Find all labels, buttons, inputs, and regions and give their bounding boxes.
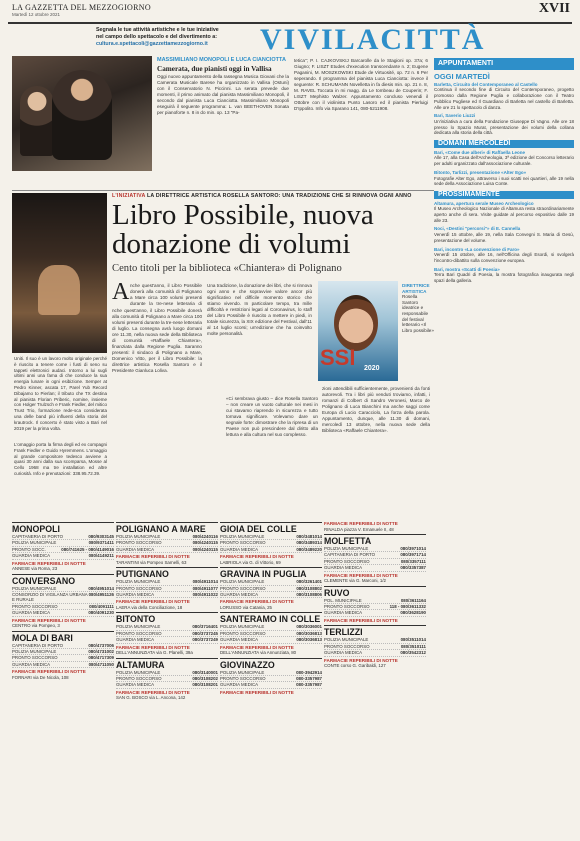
- event-title: Altamura, apertura serale Museo Archeologico: [434, 200, 534, 206]
- pharmacy-label: FARMACIE REPERIBILI DI NOTTE: [116, 644, 190, 650]
- event-entry: [434, 247, 574, 264]
- town-heading: RUVO: [324, 586, 426, 598]
- phone-number[interactable]: 080/3971714: [400, 552, 426, 558]
- town-heading: ALTAMURA: [116, 658, 218, 670]
- article-col-1: nche quest'anno, il Libro Possibile donerà alla comunità di Polignano a Mare circa 100 volumi presenti durante la tre-nese letteraria di luglio. La consegna avrà luogo domani ore 11.30, nella nuova sede della Biblioteca di comunità «Raffaele Chiantera», finanziata dalla Regione Puglia. Saranno presenti: il sindaco di Polignano a Mare, Domenico Vitto, per il Libro Possibile: la direttrice artistica Rosella Santoro e il Presidente Gianluca Loliva.: [112, 308, 202, 373]
- appuntamenti-header: APPUNTAMENTI: [434, 58, 574, 70]
- phone-row: [12, 553, 114, 559]
- phone-number[interactable]: 080/3108802: [296, 585, 322, 591]
- service-name: CAPITANERIA DI PORTO: [12, 534, 63, 539]
- phone-row: [116, 547, 218, 553]
- phone-number[interactable]: 080/4911022: [192, 592, 218, 598]
- town-heading: MOLA DI BARI: [12, 631, 114, 643]
- pharmacy-label: FARMACIE REPERIBILI DI NOTTE: [116, 689, 190, 695]
- pharmacy-column: [116, 520, 218, 701]
- tomorrow-heading: DOMANI MERCOLEDÌ: [434, 140, 574, 148]
- phone-number[interactable]: 080/4737006: [88, 642, 114, 648]
- town-heading: SANTERAMO IN COLLE: [220, 614, 321, 625]
- phone-number[interactable]: 080/3489220: [296, 546, 322, 552]
- phone-row: [116, 592, 218, 598]
- phone-number[interactable]: 080/4149211: [88, 553, 114, 559]
- pharmacy-listings: [12, 520, 430, 832]
- portrait-face-icon: [334, 295, 378, 351]
- phone-number[interactable]: 080/4711050: [88, 661, 114, 667]
- pharmacy-address: CONTE corso G. Garibaldi, 127: [324, 663, 386, 669]
- town-heading: BITONTO: [116, 612, 218, 624]
- service-name: PRONTO SOCCORSO: [220, 630, 266, 636]
- phone-number[interactable]: 080/3261401: [296, 579, 322, 585]
- phone-number[interactable]: 080/741625 - 080/4149016: [61, 546, 114, 552]
- service-name: PRONTO SOCCORSO: [116, 630, 162, 636]
- pharmacy-address: RINALDA piazza V. Emanuele II, 48: [324, 526, 394, 532]
- phone-number[interactable]: 080/3357387: [400, 565, 426, 571]
- phone-number[interactable]: 080/3510111: [400, 643, 426, 649]
- today-list: [434, 82, 574, 136]
- article-col-3: «Ci sembrava giusto – dice Rosella Santoro – non creare un vuoto culturale nei mesi in cui stavamo riaprendo in sicurezza e tutto tornava significare. Volevamo dare un segnale forte: dimostrare che la ripresa di un Paese non può prescindere dal diritto alla lettura e alla cultura nel suo complesso.: [226, 396, 318, 437]
- phone-number[interactable]: 080/3628190: [400, 610, 426, 616]
- phone-number[interactable]: 080/4240116: [192, 534, 218, 539]
- pharmacy-address: LABRIOLA via G. di Vittorio, 69: [220, 559, 281, 565]
- phone-row: [220, 682, 322, 688]
- pharmacy-address: SAN G. BOSCO via L. Ancona, 142: [116, 695, 186, 701]
- phone-number[interactable]: 080/3737249: [192, 637, 218, 643]
- phone-number[interactable]: 080/4951126: [88, 592, 114, 598]
- pharmacy-address: DELL'ANNUNZIATA via Annunziata, 80: [220, 650, 297, 656]
- event-entry: [434, 226, 574, 243]
- town-heading: MOLFETTA: [324, 534, 426, 546]
- top-story-title: Camerata, due pianisti oggi in Vallisa: [157, 65, 272, 73]
- issue-date: Martedì 12 ottobre 2021: [12, 12, 61, 17]
- pianist-figure-icon: [20, 86, 54, 156]
- service-name: CONSORZIO DI VIGILANZA URBANA E RURALE: [12, 592, 88, 603]
- event-body: Fotografie Alter Ego, attraverso i suoi scatti nei quartieri, alle 19 nella sede della Associazione Luisa Conte.: [434, 175, 574, 187]
- top-story-photo: [12, 56, 152, 171]
- event-body: Venerdì 15 ottobre, alle 19, nella Sala Convegni S. Maria di Gesù, presentazione del volume.: [434, 232, 574, 243]
- promo-line-2: nel campo dello spettacolo e del divertimento a:: [96, 34, 217, 40]
- event-title: Bari, «Come due alberi» di Raffaella Leone: [434, 149, 526, 155]
- event-logo: SSI: [320, 345, 356, 370]
- event-entry: [434, 201, 574, 224]
- phone-row: [324, 610, 426, 616]
- service-name: POLIZIA MUNICIPALE: [324, 637, 369, 643]
- side-article-continued: L'omaggio porta la firma degli ed ex compagni Frank Fiedler e Guido Hyremmens. L'omaggio al grande compositore tedesco avviene a quasi 30 anni dalla sua scomparsa, Mosse al Cello 1968 ma tre installation ed altre curiosità. Info e prenotazioni: 338.95.72.39.: [14, 442, 107, 476]
- phone-number[interactable]: 080/4717309: [88, 655, 114, 661]
- event-body: Alle 17, alla Casa dell'Archeologia, 3ª edizione del Concorso letterario per adulti organizzato dall'associazione culturale.: [434, 155, 574, 167]
- event-title: Noci, «Destini "percorsi"» di E. Cannella: [434, 226, 521, 232]
- pharmacy-column: [220, 520, 322, 695]
- phone-row: [12, 592, 114, 604]
- kicker-text: LA DIRETTRICE ARTISTICA ROSELLA SANTORO: UNA TRADIZIONE CHE SI RINNOVA OGNI ANNO: [146, 193, 412, 199]
- phone-number[interactable]: 080/3716401: [192, 624, 218, 630]
- today-heading: OGGI MARTEDÌ: [434, 72, 490, 81]
- event-year: 2020: [364, 365, 380, 372]
- pharmacy-label: FARMACIE REPERIBILI DI NOTTE: [12, 669, 86, 675]
- phone-number[interactable]: 080/4911014: [192, 579, 218, 585]
- service-name: PRONTO SOCCORSO: [12, 655, 58, 661]
- service-name: GUARDIA MEDICA: [324, 650, 363, 656]
- pharmacy-label: FARMACIE REPERIBILI DI NOTTE: [220, 599, 294, 605]
- phone-number[interactable]: 080/3611164: [400, 597, 426, 603]
- phone-number[interactable]: 080/3489314: [296, 540, 322, 546]
- pharmacy-label: FARMACIE REPERIBILI DI NOTTE: [12, 560, 86, 566]
- phone-number[interactable]: 080/3108202: [192, 676, 218, 682]
- town-heading: MONOPOLI: [12, 522, 114, 534]
- phone-number[interactable]: 080/4951014: [88, 585, 114, 591]
- event-entry: [434, 150, 574, 167]
- pharmacy-label: FARMACIE REPERIBILI DI NOTTE: [220, 689, 294, 695]
- pharmacy-address: FORNARI via De Nicola, 108: [12, 674, 69, 680]
- page-number: XVII: [538, 1, 570, 16]
- service-name: GUARDIA MEDICA: [220, 546, 259, 552]
- service-name: CAPITANERIA DI PORTO: [324, 552, 375, 558]
- pharmacy-address: LAERA via della Conciliazione, 18: [116, 605, 183, 611]
- town-heading: CONVERSANO: [12, 574, 114, 586]
- main-story-photo: [12, 193, 107, 353]
- top-story-body-right: tetica"; P. I. CAJKOVSKIJ Barcarolle da le Stagioni op. 37a; 6 Giugno; F. LISZT Etudes d'execution transcendante n. 2; Eugene Paganini, M. MOSZKOWSKI Etude de Virtuosité, op. 72 n. 6 Per seperando. Il programma del pianista Luca Cianciotta: invece il seguente: R. SCHUMANN Novelletta in fa diesis min. op. 21 n. 8, M. RAVEL Toccata in mi magg. da Le tombeau de Couperin; F. LISZT Mephisto Walzer. Appuntamento concluso venendi il Ottobre con il violinista Punto Lasoro ed il pianista Pierluigi D'Ippolito. Info via Sparano 141, 080-5211908.: [294, 58, 428, 111]
- promo-box: [96, 27, 246, 48]
- pharmacy-address: DELL'ANNUNZIATA via G. Planelli, 39a: [116, 650, 193, 656]
- town-heading: GIOVINAZZO: [220, 658, 322, 670]
- pharmacy-address: ANNESE via Roma, 23: [12, 566, 58, 572]
- service-name: POLIZIA MUNICIPALE: [220, 624, 265, 630]
- event-entry: [434, 170, 574, 187]
- service-name: POLIZIA MUNICIPALE: [12, 585, 57, 591]
- service-name: PRONTO SOCCORSO: [220, 540, 266, 546]
- top-story-kicker: MASSIMILIANO MONOPOLI E LUCA CIANCIOTTA: [157, 57, 286, 63]
- appointments-column: [434, 72, 574, 287]
- service-name: GUARDIA MEDICA: [116, 592, 155, 598]
- pharmacy-label: FARMACIE REPERIBILI DI NOTTE: [324, 521, 398, 526]
- phone-number[interactable]: 080/9371411: [88, 540, 114, 546]
- santoro-portrait: [318, 281, 398, 381]
- pharmacy-label: FARMACIE REPERIBILI DI NOTTE: [220, 644, 294, 650]
- pharmacy-column: [324, 520, 426, 669]
- phone-number[interactable]: 080/3108201: [192, 682, 218, 688]
- town-heading: GIOIA DEL COLLE: [220, 522, 322, 534]
- phone-number[interactable]: 080/3481014: [296, 534, 322, 539]
- event-entry: [434, 82, 574, 111]
- service-name: POLIZIA MUNICIPALE: [116, 624, 161, 630]
- service-name: PRONTO SOCCORSO: [12, 603, 58, 609]
- event-entry: [434, 267, 574, 284]
- phone-number[interactable]: 080/3108806: [296, 592, 322, 598]
- service-name: PRONTO SOCCORSO: [116, 585, 162, 591]
- event-title: Barletta, Circuito del Contemporaneo al Castello: [434, 81, 538, 87]
- kicker-label: L'INIZIATIVA: [112, 193, 146, 199]
- service-name: PRONTO SOCCORSO: [116, 676, 162, 682]
- event-title: Bitonto, Tarlizzi, presentazione «Alter Ego»: [434, 169, 527, 175]
- phone-row: [116, 682, 218, 688]
- service-name: POLIZIA MUNICIPALE: [220, 534, 265, 539]
- event-entry: [434, 113, 574, 136]
- pharmacy-label: FARMACIE REPERIBILI DI NOTTE: [116, 554, 190, 560]
- service-name: GUARDIA MEDICA: [12, 553, 51, 559]
- event-body: Continua il secondo fine di Circuito del Contemporaneo, progetto promosso dalla Regione Puglia e collaborazione con il Teatro Pubblico Pugliese ed Il Guardiano di Barletta nel castello di Barletta. Alle ore 21 lo spettacolo di danza.: [434, 87, 574, 110]
- event-body: Il Museo Archeologico Nazionale di Altamura resta straordinariamente aperto anche di sera. Visite guidate al percorso espositivo dalle 19 alle 23.: [434, 206, 574, 223]
- article-col-1-lead: nche quest'anno, il Libro Possibile donerà alla comunità di Polignano a Mare circa 100 volumi presenti durante la tre-nese letteraria di: [130, 283, 202, 306]
- town-heading: GRAVINA IN PUGLIA: [220, 567, 322, 579]
- phone-number[interactable]: 080/3357111: [400, 558, 426, 564]
- masthead: LA GAZZETTA DEL MEZZOGIORNO: [12, 3, 151, 12]
- service-name: POLIZIA MUNICIPALE: [220, 669, 265, 675]
- service-name: POLIZIA MUNICIPALE: [12, 649, 57, 655]
- town-heading: POLIGNANO A MARE: [116, 522, 218, 534]
- service-name: POLIZIA MUNICIPALE: [116, 579, 161, 585]
- event-body: Un'iniziativa a cura della Fondazione Giuseppe Di Vagno. Alle ore 18 presso lo Spazio Murat, presentazione dei volumi della collana dedicata alla storia della città.: [434, 118, 574, 136]
- phone-row: [324, 565, 426, 571]
- phone-row: [12, 662, 114, 668]
- phone-number[interactable]: 080/3140001: [192, 669, 218, 675]
- service-name: PRONTO SOCCORSO: [324, 643, 370, 649]
- phone-number[interactable]: 080-3357987: [296, 676, 322, 682]
- musician-hand-icon: [38, 265, 80, 315]
- phone-row: [12, 610, 114, 616]
- phone-number[interactable]: 080/4911077: [192, 585, 218, 591]
- top-story-body-left: Oggi nuovo appuntamento della rassegna Musica Giovani che la Camerata Musicale Barese ha organizzato in Vallisa (Ostuni) con il Conservatorio N. Piccinni. La serata prevede due momenti, il primo animato dal pianista Massimiliano Monopoli, il secondo dal pianista Luca Cianciotta. Massimiliano Monopoli eseguirà il seguente programma: L. van BEETHOVEN Sonata per pianoforte n. 8 in do min. op. 13 "Pa-: [157, 74, 289, 115]
- service-name: PRONTO SOCCORSO: [324, 604, 370, 610]
- event-title: Bari, incontro «La convenzione di Faro»: [434, 246, 520, 252]
- phone-row: [220, 547, 322, 553]
- phone-number[interactable]: 080/3036001: [296, 624, 322, 630]
- pharmacy-label: FARMACIE REPERIBILI DI NOTTE: [324, 657, 398, 663]
- phone-number[interactable]: 080/3036813: [296, 637, 322, 643]
- phone-number[interactable]: 080/4091111: [89, 603, 114, 609]
- town-heading: TERLIZZI: [324, 625, 426, 637]
- event-body: Venerdì 15 ottobre, alle 16, nell'Officina degli Esordi, si svolgerà l'incontro-dibattito sulla convenzione europea.: [434, 252, 574, 263]
- phone-number[interactable]: 080/4240115: [192, 546, 218, 552]
- phone-row: [324, 650, 426, 656]
- promo-line-1: Segnala le tue attività artistiche e le tue iniziative: [96, 27, 219, 33]
- service-name: GUARDIA MEDICA: [324, 610, 363, 616]
- service-name: GUARDIA MEDICA: [116, 682, 155, 688]
- service-name: POLIZIA MUNICIPALE: [324, 546, 369, 551]
- phone-number[interactable]: 080-3942914: [296, 669, 322, 675]
- event-title: Bari, Saverio Liuzzi: [434, 113, 476, 119]
- service-name: GUARDIA MEDICA: [324, 565, 363, 571]
- phone-number[interactable]: 080/3971014: [400, 546, 426, 551]
- phone-number[interactable]: 080/4731002: [88, 649, 114, 655]
- caption-text: Rosella Santoro ideatrice e responsabile del festival letterario «Il Libro possibile»: [402, 294, 434, 333]
- phone-number[interactable]: 118 - 080/3611332: [389, 604, 426, 610]
- pharmacy-address: CENTRO via Pompeo, 3: [12, 623, 60, 629]
- section-divider: [12, 190, 434, 191]
- phone-number[interactable]: 080/9303145: [88, 534, 114, 539]
- pharmacy-address: CLEMENTE via G. Marconi, 1/2: [324, 578, 386, 584]
- service-name: POLIZIA MUNICIPALE: [12, 540, 57, 546]
- phone-number[interactable]: 080/4091230: [88, 610, 114, 616]
- service-name: CAPITANERIA DI PORTO: [12, 642, 63, 648]
- promo-email[interactable]: cultura.e.spettacoli@gazzettamezzogiorno.it: [96, 41, 208, 47]
- upcoming-list: [434, 201, 574, 284]
- service-name: POLIZIA MUNICIPALE: [116, 534, 161, 539]
- article-col-2: Una tradizione, la donazione dei libri, che si rinnova ogni anno e che sopravvive valore ancor più significativo nel difficile momento storico che stiamo vivendo. In particolare tempo, tra mille difficoltà e restrizioni legati al Coronavirus, lo staff del Libro Possibile è riuscito a mettere in piedi, in totale sicurezza, la XIX edizione del Festival, dall'11 al 14 luglio scorsi; un'edizione che ha coinvolto molte personalità.: [207, 283, 312, 336]
- pharmacy-address: TARANTINI via Pompeo Sarnelli, 63: [116, 559, 187, 565]
- upcoming-heading: PROSSIMAMENTE: [434, 191, 574, 199]
- service-name: PRONTO SOCCORSO: [220, 676, 266, 682]
- pharmacy-label: FARMACIE REPERIBILI DI NOTTE: [116, 599, 190, 605]
- service-name: PRONTO SOCC.: [12, 546, 46, 552]
- pharmacy-label: FARMACIE REPERIBILI DI NOTTE: [324, 572, 398, 578]
- phone-number[interactable]: 080/3737245: [192, 630, 218, 636]
- section-title: VIVILACITTÀ: [260, 23, 486, 56]
- phone-row: [116, 637, 218, 643]
- phone-row: [220, 592, 322, 598]
- event-title: Bari, mostra «Scatti di Poesia»: [434, 266, 500, 272]
- pharmacy-address: LORUSSO via Catania, 25: [220, 605, 272, 611]
- pianist-figure-icon: [52, 70, 112, 160]
- photo-caption: [402, 283, 434, 333]
- service-name: GUARDIA MEDICA: [220, 592, 259, 598]
- service-name: PRONTO SOCCORSO: [220, 585, 266, 591]
- service-name: GUARDIA MEDICA: [12, 661, 51, 667]
- service-name: GUARDIA MEDICA: [116, 637, 155, 643]
- event-body: Terra Bari Quadri di Poesia, la mostra fotografica inaugurata negli spazi della galleria.: [434, 272, 574, 284]
- phone-number[interactable]: 080/3511014: [400, 637, 426, 643]
- pharmacy-column: [12, 520, 114, 680]
- service-name: GUARDIA MEDICA: [116, 546, 155, 552]
- drop-cap: A: [112, 279, 130, 305]
- phone-number[interactable]: 080/4240115: [192, 540, 218, 546]
- tomorrow-list: [434, 150, 574, 187]
- town-heading: PUTIGNANO: [116, 567, 218, 579]
- phone-number[interactable]: 080/3036813: [296, 630, 322, 636]
- service-name: GUARDIA MEDICA: [220, 637, 259, 643]
- service-name: GUARDIA MEDICA: [220, 682, 259, 688]
- service-name: POLIZIA MUNICIPALE: [116, 669, 161, 675]
- service-name: PRONTO SOCCORSO: [324, 558, 370, 564]
- main-headline: Libro Possibile, nuova donazione di volumi: [112, 199, 374, 260]
- pharmacy-label: FARMACIE REPERIBILI DI NOTTE: [12, 617, 86, 623]
- pharmacy-label: FARMACIE REPERIBILI DI NOTTE: [220, 554, 294, 560]
- phone-row: [220, 637, 322, 643]
- article-col-4: zioni attendibili sufficientemente, provenienti da fonti autorevoli. Tra i libri più venduti troviamo, infatti, i romanzi di Colbert di Sandro Veronesi, Marco de Polignano di Luca Bianchini ma anche saggi come Europa di Lucio Caracciolo, La forza della parola. Appuntamento, dunque, alle 11.30 di domani, mercoledì 13 ottobre, nella nuova sede della Biblioteca «Raffaele Chiantera».: [322, 386, 430, 433]
- phone-number[interactable]: 080/3542312: [400, 650, 426, 656]
- service-name: POLIZIA MUNICIPALE: [220, 579, 265, 585]
- main-subheadline: Cento titoli per la biblioteca «Chiantera» di Polignano: [112, 263, 342, 274]
- side-article: Uniti. Il suo è un lavoro molto originale perché è riuscito a tenere come i fusti di seno su tappeti elettronici audaci. Intorno a lui sugli ultimi anni una fama di che conduce la sua energia lunare in ogni esibizione. Semper at Pedro Kinner, ascata 17, Parel Yub Record Dibajamo to Pierlan; il tributo che TX destina al pianista Florian Priberic, nomine, insieme con Holger Trulzsch e Frank Fiedler, del mitico Trust Trio, formazione rede-sca considerata una delle band più influenti della storia del krautrock. Il concerto è stato visto a Bari nel 2019 per la prima volta.: [14, 356, 107, 431]
- service-name: GUARDIA MEDICA: [12, 610, 51, 616]
- caption-label: DIRETTRICE ARTISTICA: [402, 283, 430, 294]
- service-name: POL. MUNICIPALE: [324, 597, 362, 603]
- pharmacy-label: FARMACIE REPERIBILI DI NOTTE: [324, 617, 398, 623]
- phone-number[interactable]: 080-3357987: [296, 682, 322, 688]
- service-name: PRONTO SOCCORSO: [116, 540, 162, 546]
